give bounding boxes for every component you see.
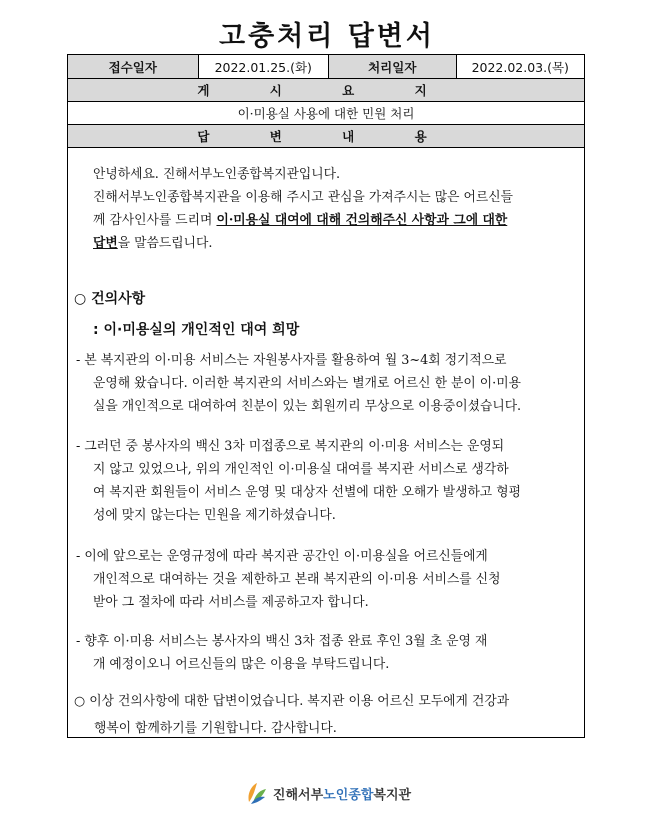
date-row [68, 55, 584, 79]
closing [74, 688, 579, 742]
intro-line: 진해서부노인종합복지관을 이용해 주시고 관심을 가져주시는 많은 어르신들 [93, 190, 513, 205]
page-title: 고충처리 답변서 [219, 21, 435, 52]
paragraph-2 [76, 435, 576, 527]
footer-logo [0, 780, 654, 806]
footer-name-part: 복지관 [373, 787, 412, 803]
intro-line: 안녕하세요. 진해서부노인종합복지관입니다. [93, 167, 341, 182]
closing-line: 행복이 함께하기를 기원합니다. 감사합니다. [94, 721, 337, 736]
answer-label: 답 변 내 용 [68, 125, 584, 148]
paragraph-4 [76, 630, 576, 676]
subject-text: 이·미용실 사용에 대한 민원 처리 [68, 102, 584, 125]
paragraph-line: 여 복지관 회원들이 서비스 운영 및 대상자 선별에 대한 오해가 발생하고 형평 [93, 485, 521, 500]
intro-emphasis: 이·미용실 대여에 대해 건의해주신 사항과 그에 대한 [216, 213, 508, 228]
paragraph-line: 받아 그 절차에 따라 서비스를 제공하고자 합니다. [93, 595, 369, 610]
paragraph-line: 운영해 왔습니다. 이러한 복지관의 서비스와는 별개로 어르신 한 분이 이·미용 [93, 376, 521, 391]
paragraph-line: 개 예정이오니 어르신들의 많은 이용을 부탁드립니다. [93, 657, 390, 672]
leaf-logo-icon [243, 780, 269, 806]
paragraph-line: 실을 개인적으로 대여하여 친분이 있는 회원끼리 무상으로 이용중이셨습니다. [93, 399, 522, 414]
received-label: 접수일자 [68, 55, 199, 78]
paragraph-3 [76, 545, 576, 614]
intro-text: 을 말씀드립니다. [117, 236, 213, 251]
paragraph-line: - 향후 이·미용 서비스는 봉사자의 백신 3차 접종 완료 후인 3월 초 운영 재 [76, 634, 488, 649]
processed-date: 2022.02.03.(목) [471, 59, 569, 75]
section-heading: ○ 건의사항 [74, 291, 146, 307]
paragraph-line: 지 않고 있었으나, 위의 개인적인 이·미용실 대여를 복지관 서비스로 생각하 [93, 462, 509, 477]
paragraph-1 [76, 349, 576, 418]
paragraph-line: 성에 맞지 않는다는 민원을 제기하셨습니다. [93, 508, 336, 523]
intro-text: 께 감사인사를 드리며 [93, 213, 217, 228]
received-date: 2022.01.25.(화) [199, 55, 330, 78]
section-subheading: : 이·미용실의 개인적인 대여 희망 [93, 322, 300, 338]
closing-line: ○ 이상 건의사항에 대한 답변이었습니다. 복지관 이용 어르신 모두에게 건강과 [74, 694, 510, 709]
paragraph-line: - 이에 앞으로는 운영규정에 따라 복지관 공간인 이·미용실을 어르신들에게 [76, 549, 488, 564]
paragraph-line: 개인적으로 대여하는 것을 제한하고 본래 복지관의 이·미용 서비스를 신청 [93, 572, 501, 587]
footer-name-part: 노인종합 [323, 787, 374, 803]
intro-emphasis: 답변 [93, 236, 118, 251]
paragraph-line: - 그러던 중 봉사자의 백신 3차 미접종으로 복지관의 이·미용 서비스는 운영되 [76, 439, 505, 454]
intro-line [93, 232, 573, 255]
subject-label: 게 시 요 지 [68, 79, 584, 102]
intro [93, 163, 573, 255]
footer-name-part: 진해서부 [272, 787, 324, 803]
complaint-answer-form [67, 54, 585, 738]
intro-line [93, 209, 573, 232]
paragraph-line: - 본 복지관의 이·미용 서비스는 자원봉사자를 활용하여 월 3~4회 정기적으로 [76, 353, 507, 368]
processed-label: 처리일자 [329, 55, 457, 78]
